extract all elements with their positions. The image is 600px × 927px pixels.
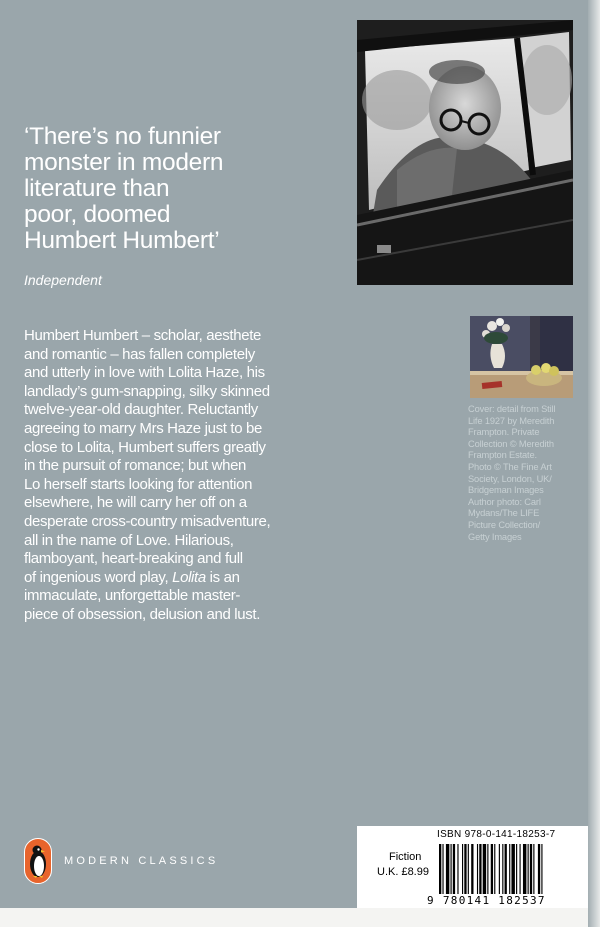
book-title-italic: Lolita	[172, 568, 206, 586]
blurb-line: elsewhere, he will carry her off on a	[24, 494, 247, 512]
category-label: Fiction	[389, 851, 422, 863]
blurb-line: agreeing to marry Mrs Haze just to be	[24, 419, 262, 437]
series-label: MODERN CLASSICS	[64, 855, 219, 867]
blurb-line	[24, 569, 344, 588]
credit-line: Mydans/The LIFE	[468, 508, 540, 519]
quote-line: literature than	[24, 175, 170, 202]
credit-line: Photo © The Fine Art	[468, 461, 552, 472]
blurb-line-tail: is an	[205, 568, 240, 586]
penguin-logo-icon	[24, 838, 52, 884]
barcode-panel	[357, 826, 588, 908]
blurb-line: piece of obsession, delusion and lust.	[24, 605, 261, 623]
credit-line: Collection © Meredith	[468, 438, 554, 449]
credit-line: Cover: detail from Still	[468, 404, 556, 414]
bottom-edge	[0, 908, 600, 927]
cover-painting-thumbnail	[470, 316, 573, 398]
credit-line: Picture Collection/	[468, 519, 541, 530]
blurb-line: all in the name of Love. Hilarious,	[24, 531, 234, 549]
credit-line: Frampton. Private	[468, 427, 540, 438]
blurb-line: Humbert Humbert – scholar, aesthete	[24, 327, 262, 344]
book-blurb	[24, 327, 344, 625]
series-branding	[24, 838, 218, 884]
credit-line: Life 1927 by Meredith	[468, 415, 555, 426]
blurb-line: Lo herself starts looking for attention	[24, 475, 253, 493]
credit-line: Society, London, UK/	[468, 473, 552, 484]
barcode-bars	[439, 844, 584, 894]
credit-line: Author photo: Carl	[468, 496, 541, 507]
right-edge	[588, 0, 600, 927]
cover-credits	[468, 404, 580, 543]
credit-line: Frampton Estate.	[468, 450, 537, 461]
quote-line: monster in modern	[24, 149, 224, 176]
blurb-line: flamboyant, heart-breaking and full	[24, 550, 243, 568]
review-quote	[24, 124, 324, 254]
author-photo	[357, 20, 573, 285]
quote-line: Humbert Humbert’	[24, 227, 220, 254]
quote-source: Independent	[24, 272, 102, 288]
quote-line: ‘There’s no funnier	[24, 123, 221, 150]
blurb-line: and utterly in love with Lolita Haze, his	[24, 364, 265, 382]
blurb-line: and romantic – has fallen completely	[24, 345, 255, 363]
blurb-line: immaculate, unforgettable master-	[24, 587, 241, 605]
blurb-line: desperate cross-country misadventure,	[24, 512, 271, 530]
quote-line: poor, doomed	[24, 201, 171, 228]
blurb-line: landlady’s gum-snapping, silky skinned	[24, 382, 270, 400]
credit-line: Getty Images	[468, 531, 522, 542]
credit-line: Bridgeman Images	[468, 485, 544, 496]
blurb-line: in the pursuit of romance; but when	[24, 457, 247, 475]
price-label: U.K. £8.99	[377, 866, 429, 878]
blurb-line-start: of ingenious word play,	[24, 568, 169, 586]
isbn-text: ISBN 978-0-141-18253-7	[437, 829, 556, 840]
barcode-digits: 9 780141 182537	[427, 894, 546, 907]
blurb-line: close to Lolita, Humbert suffers greatly	[24, 438, 266, 456]
blurb-line: twelve-year-old daughter. Reluctantly	[24, 401, 258, 419]
